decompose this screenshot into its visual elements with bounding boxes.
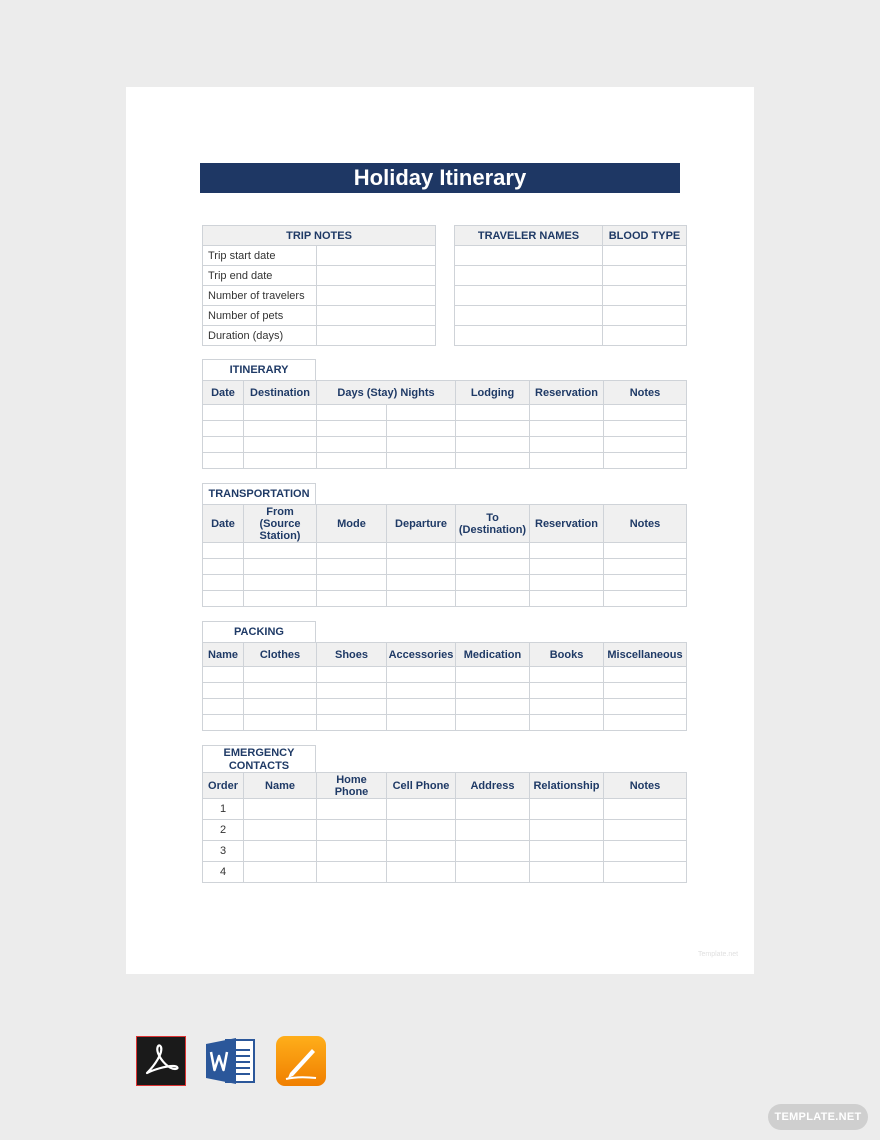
cell[interactable] bbox=[530, 667, 604, 683]
cell[interactable] bbox=[244, 421, 317, 437]
cell[interactable] bbox=[530, 575, 604, 591]
packing-table bbox=[202, 642, 687, 731]
table-row bbox=[203, 543, 687, 559]
travelers-count-label: Number of travelers bbox=[203, 286, 317, 306]
blood-cell[interactable] bbox=[603, 286, 687, 306]
emergency-order-header: Order bbox=[203, 773, 244, 799]
packing-name-header: Name bbox=[203, 643, 244, 667]
cell[interactable] bbox=[456, 715, 530, 731]
blood-type-header: BLOOD TYPE bbox=[603, 226, 687, 246]
cell[interactable] bbox=[456, 591, 530, 607]
table-row bbox=[203, 591, 687, 607]
cell[interactable] bbox=[530, 862, 604, 883]
transportation-title: TRANSPORTATION bbox=[202, 483, 316, 504]
cell[interactable] bbox=[317, 591, 387, 607]
cell[interactable] bbox=[317, 841, 387, 862]
cell[interactable] bbox=[604, 799, 687, 820]
cell[interactable] bbox=[604, 453, 687, 469]
cell[interactable] bbox=[203, 405, 244, 421]
pets-count-value[interactable] bbox=[317, 306, 436, 326]
traveler-cell[interactable] bbox=[455, 306, 603, 326]
cell[interactable] bbox=[387, 699, 456, 715]
cell[interactable] bbox=[387, 453, 456, 469]
cell[interactable] bbox=[530, 421, 604, 437]
cell[interactable] bbox=[317, 421, 387, 437]
traveler-cell[interactable] bbox=[455, 266, 603, 286]
cell[interactable] bbox=[244, 715, 317, 731]
cell[interactable] bbox=[604, 667, 687, 683]
itinerary-reservation-header: Reservation bbox=[530, 381, 604, 405]
cell[interactable] bbox=[203, 437, 244, 453]
cell[interactable] bbox=[530, 841, 604, 862]
cell[interactable] bbox=[317, 715, 387, 731]
order-cell: 4 bbox=[203, 862, 244, 883]
cell[interactable] bbox=[530, 820, 604, 841]
cell[interactable] bbox=[203, 683, 244, 699]
template-net-badge[interactable]: TEMPLATE.NET bbox=[768, 1104, 868, 1130]
cell[interactable] bbox=[317, 862, 387, 883]
transport-departure-header: Departure bbox=[387, 505, 456, 543]
transport-reservation-header: Reservation bbox=[530, 505, 604, 543]
cell[interactable] bbox=[604, 699, 687, 715]
cell[interactable] bbox=[387, 683, 456, 699]
order-cell: 3 bbox=[203, 841, 244, 862]
table-row bbox=[203, 683, 687, 699]
cell[interactable] bbox=[456, 799, 530, 820]
cell[interactable] bbox=[244, 841, 317, 862]
cell[interactable] bbox=[530, 437, 604, 453]
transport-to-header: To (Destination) bbox=[456, 505, 530, 543]
emergency-cell-phone-header: Cell Phone bbox=[387, 773, 456, 799]
cell[interactable] bbox=[456, 820, 530, 841]
cell[interactable] bbox=[317, 405, 387, 421]
cell[interactable] bbox=[387, 405, 456, 421]
cell[interactable] bbox=[203, 715, 244, 731]
trip-start-label: Trip start date bbox=[203, 246, 317, 266]
table-row bbox=[203, 453, 687, 469]
ms-word-icon[interactable] bbox=[206, 1036, 256, 1086]
table-row bbox=[203, 799, 687, 820]
table-row bbox=[203, 421, 687, 437]
itinerary-lodging-header: Lodging bbox=[456, 381, 530, 405]
cell[interactable] bbox=[530, 559, 604, 575]
cell[interactable] bbox=[530, 453, 604, 469]
packing-books-header: Books bbox=[530, 643, 604, 667]
cell[interactable] bbox=[387, 862, 456, 883]
cell[interactable] bbox=[203, 453, 244, 469]
cell[interactable] bbox=[456, 683, 530, 699]
transport-from-header: From (Source Station) bbox=[244, 505, 317, 543]
trip-notes-table bbox=[202, 225, 436, 346]
itinerary-table bbox=[202, 380, 687, 469]
cell[interactable] bbox=[317, 699, 387, 715]
cell[interactable] bbox=[387, 799, 456, 820]
cell[interactable] bbox=[387, 591, 456, 607]
cell[interactable] bbox=[604, 683, 687, 699]
cell[interactable] bbox=[317, 559, 387, 575]
emergency-address-header: Address bbox=[456, 773, 530, 799]
cell[interactable] bbox=[530, 591, 604, 607]
blood-cell[interactable] bbox=[603, 326, 687, 346]
cell[interactable] bbox=[604, 575, 687, 591]
cell[interactable] bbox=[604, 862, 687, 883]
traveler-cell[interactable] bbox=[455, 246, 603, 266]
blood-cell[interactable] bbox=[603, 246, 687, 266]
emergency-relationship-header: Relationship bbox=[530, 773, 604, 799]
emergency-home-phone-header: Home Phone bbox=[317, 773, 387, 799]
cell[interactable] bbox=[604, 437, 687, 453]
table-row bbox=[203, 667, 687, 683]
blood-cell[interactable] bbox=[603, 266, 687, 286]
cell[interactable] bbox=[604, 841, 687, 862]
blood-cell[interactable] bbox=[603, 306, 687, 326]
cell[interactable] bbox=[456, 699, 530, 715]
cell[interactable] bbox=[530, 715, 604, 731]
cell[interactable] bbox=[456, 862, 530, 883]
transport-notes-header: Notes bbox=[604, 505, 687, 543]
pets-count-label: Number of pets bbox=[203, 306, 317, 326]
cell[interactable] bbox=[244, 543, 317, 559]
duration-value[interactable] bbox=[317, 326, 436, 346]
itinerary-days-header: Days (Stay) Nights bbox=[317, 381, 456, 405]
cell[interactable] bbox=[387, 421, 456, 437]
cell[interactable] bbox=[244, 699, 317, 715]
cell[interactable] bbox=[604, 421, 687, 437]
cell[interactable] bbox=[387, 543, 456, 559]
adobe-pdf-icon[interactable] bbox=[136, 1036, 186, 1086]
table-row bbox=[203, 699, 687, 715]
watermark: Template.net bbox=[698, 951, 739, 958]
emergency-title: EMERGENCY CONTACTS bbox=[202, 745, 316, 773]
cell[interactable] bbox=[317, 453, 387, 469]
cell[interactable] bbox=[244, 667, 317, 683]
cell[interactable] bbox=[387, 575, 456, 591]
table-row bbox=[203, 437, 687, 453]
cell[interactable] bbox=[604, 591, 687, 607]
cell[interactable] bbox=[203, 591, 244, 607]
cell[interactable] bbox=[317, 683, 387, 699]
packing-shoes-header: Shoes bbox=[317, 643, 387, 667]
cell[interactable] bbox=[203, 421, 244, 437]
cell[interactable] bbox=[317, 799, 387, 820]
trip-end-value[interactable] bbox=[317, 266, 436, 286]
cell[interactable] bbox=[530, 699, 604, 715]
cell[interactable] bbox=[456, 421, 530, 437]
traveler-names-header: TRAVELER NAMES bbox=[455, 226, 603, 246]
order-cell: 2 bbox=[203, 820, 244, 841]
cell[interactable] bbox=[203, 667, 244, 683]
itinerary-destination-header: Destination bbox=[244, 381, 317, 405]
cell[interactable] bbox=[317, 543, 387, 559]
cell[interactable] bbox=[456, 841, 530, 862]
emergency-table bbox=[202, 772, 687, 883]
cell[interactable] bbox=[244, 575, 317, 591]
duration-label: Duration (days) bbox=[203, 326, 317, 346]
table-row bbox=[203, 715, 687, 731]
cell[interactable] bbox=[244, 453, 317, 469]
traveler-cell[interactable] bbox=[455, 326, 603, 346]
cell[interactable] bbox=[203, 699, 244, 715]
transportation-table bbox=[202, 504, 687, 607]
itinerary-notes-header: Notes bbox=[604, 381, 687, 405]
cell[interactable] bbox=[244, 820, 317, 841]
cell[interactable] bbox=[244, 683, 317, 699]
cell[interactable] bbox=[456, 405, 530, 421]
cell[interactable] bbox=[317, 667, 387, 683]
apple-pages-icon[interactable] bbox=[276, 1036, 326, 1086]
cell[interactable] bbox=[387, 715, 456, 731]
packing-medication-header: Medication bbox=[456, 643, 530, 667]
cell[interactable] bbox=[317, 437, 387, 453]
cell[interactable] bbox=[604, 559, 687, 575]
travelers-count-value[interactable] bbox=[317, 286, 436, 306]
cell[interactable] bbox=[530, 405, 604, 421]
table-row bbox=[203, 820, 687, 841]
table-row bbox=[203, 405, 687, 421]
cell[interactable] bbox=[203, 575, 244, 591]
cell[interactable] bbox=[456, 437, 530, 453]
page-title: Holiday Itinerary bbox=[200, 163, 680, 193]
cell[interactable] bbox=[244, 559, 317, 575]
cell[interactable] bbox=[530, 543, 604, 559]
cell[interactable] bbox=[317, 820, 387, 841]
traveler-cell[interactable] bbox=[455, 286, 603, 306]
cell[interactable] bbox=[456, 453, 530, 469]
cell[interactable] bbox=[244, 437, 317, 453]
travelers-table bbox=[454, 225, 687, 346]
cell[interactable] bbox=[317, 575, 387, 591]
trip-end-label: Trip end date bbox=[203, 266, 317, 286]
table-row bbox=[203, 841, 687, 862]
emergency-name-header: Name bbox=[244, 773, 317, 799]
transport-mode-header: Mode bbox=[317, 505, 387, 543]
cell[interactable] bbox=[604, 543, 687, 559]
table-row bbox=[203, 575, 687, 591]
cell[interactable] bbox=[244, 591, 317, 607]
cell[interactable] bbox=[456, 667, 530, 683]
cell[interactable] bbox=[387, 841, 456, 862]
packing-clothes-header: Clothes bbox=[244, 643, 317, 667]
packing-accessories-header: Accessories bbox=[387, 643, 456, 667]
packing-misc-header: Miscellaneous bbox=[604, 643, 687, 667]
cell[interactable] bbox=[244, 862, 317, 883]
cell[interactable] bbox=[604, 820, 687, 841]
itinerary-date-header: Date bbox=[203, 381, 244, 405]
itinerary-title: ITINERARY bbox=[202, 359, 316, 380]
trip-start-value[interactable] bbox=[317, 246, 436, 266]
transport-date-header: Date bbox=[203, 505, 244, 543]
cell[interactable] bbox=[604, 405, 687, 421]
cell[interactable] bbox=[456, 559, 530, 575]
cell[interactable] bbox=[387, 559, 456, 575]
cell[interactable] bbox=[456, 575, 530, 591]
table-row bbox=[203, 862, 687, 883]
cell[interactable] bbox=[530, 683, 604, 699]
emergency-notes-header: Notes bbox=[604, 773, 687, 799]
cell[interactable] bbox=[244, 405, 317, 421]
table-row bbox=[203, 559, 687, 575]
cell[interactable] bbox=[604, 715, 687, 731]
cell[interactable] bbox=[387, 437, 456, 453]
cell[interactable] bbox=[244, 799, 317, 820]
cell[interactable] bbox=[203, 543, 244, 559]
cell[interactable] bbox=[530, 799, 604, 820]
cell[interactable] bbox=[203, 559, 244, 575]
cell[interactable] bbox=[387, 820, 456, 841]
trip-notes-header: TRIP NOTES bbox=[203, 226, 436, 246]
cell[interactable] bbox=[387, 667, 456, 683]
packing-title: PACKING bbox=[202, 621, 316, 642]
order-cell: 1 bbox=[203, 799, 244, 820]
cell[interactable] bbox=[456, 543, 530, 559]
